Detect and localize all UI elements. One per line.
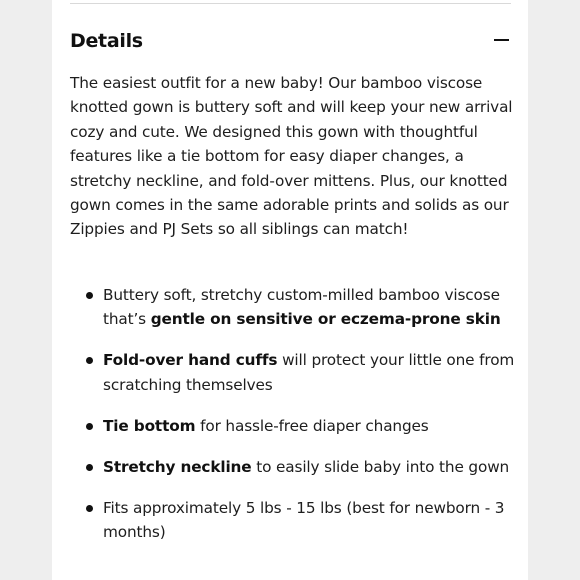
bullet-icon — [86, 292, 93, 299]
feature-text: will protect your little one from scratching themselves — [103, 351, 515, 394]
bullet-icon — [86, 357, 93, 364]
feature-item — [70, 414, 515, 438]
bullet-icon — [86, 505, 93, 512]
feature-item — [70, 283, 515, 332]
feature-text: for hassle-free diaper changes — [195, 416, 429, 435]
feature-item — [70, 348, 515, 397]
feature-text: to easily slide baby into the gown — [251, 457, 510, 476]
details-heading: Details — [70, 30, 143, 52]
details-accordion-header[interactable] — [70, 26, 511, 56]
feature-text: Fits approximately 5 lbs - 15 lbs (best for newborn - 3 months) — [103, 498, 505, 542]
product-description: The easiest outfit for a new baby! Our bamboo viscose knotted gown is buttery soft and will keep your new arrival cozy and cute. We designed this gown with thoughtful features like a tie bottom for easy diaper changes, a stretchy neckline, and fold-over mittens. Plus, our knotted gown comes in the same adorable prints and solids as our Zippies and PJ Sets so all siblings can match! — [70, 74, 513, 239]
feature-highlight: Fold-over hand cuffs — [103, 351, 278, 370]
feature-item — [70, 455, 515, 479]
minus-icon[interactable] — [492, 32, 510, 50]
feature-text: Buttery soft, stretchy custom-milled bamboo viscose that’s — [103, 286, 500, 329]
bullet-icon — [86, 464, 93, 471]
feature-item — [70, 496, 515, 545]
feature-highlight: gentle on sensitive or eczema-prone skin — [150, 310, 501, 329]
feature-highlight: Tie bottom — [103, 416, 196, 435]
bullet-icon — [86, 423, 93, 430]
section-divider — [70, 3, 511, 4]
feature-list — [70, 283, 515, 561]
feature-highlight: Stretchy neckline — [103, 457, 252, 476]
